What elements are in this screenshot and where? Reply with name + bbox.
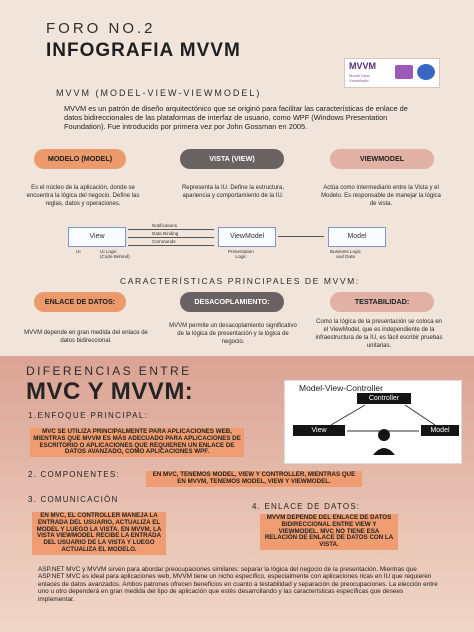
mvc-diagram (284, 380, 462, 464)
label-presentation: Presentation Logic (228, 249, 254, 260)
mvc-view-box: View (293, 425, 345, 436)
mvvm-diagram (68, 223, 404, 261)
callout-comunicacion: EN MVC, EL CONTROLLER MANEJA LA ENTRADA DEL USUARIO, ACTUALIZA EL MODEL Y LUEGO LA VISTA. EN MVVM, LA VISTA VIEWMODEL RECIBE LA ENTRADA DEL USUARIO DE LA VISTA Y LUEGO ACTUALIZA EL MODELO. (32, 512, 166, 555)
features-title: CARACTERÍSTICAS PRINCIPALES DE MVVM: (120, 276, 360, 286)
pill-enlace: ENLACE DE DATOS: (34, 292, 126, 312)
diagram-view: View (68, 227, 126, 247)
mvvm-subtitle: MVVM (MODEL-VIEW-VIEWMODEL) (56, 88, 262, 98)
desc-viewmodel: Actúa como intermediario entre la Vista y el Modelo. Es responsable de manejar la lógica de vista. (321, 185, 441, 207)
desc-desacoplamiento: MVVM permite un desacoplamiento significativo de la lógica de presentación y la lógica de negocio. (169, 323, 297, 345)
pill-model: MODELO (MODEL) (34, 149, 126, 169)
label-notifications: Notifications (152, 223, 178, 228)
arrow-notifications (128, 229, 214, 230)
logo-subtitle: Model View ViewModel (349, 73, 370, 83)
pill-testabilidad: TESTABILIDAD: (330, 292, 434, 312)
heading-enfoque: 1.ENFOQUE PRINCIPAL: (28, 411, 149, 420)
label-databinding: Data Binding (152, 231, 179, 236)
visual-studio-icon (395, 65, 413, 79)
label-ui: UI (76, 249, 81, 254)
desc-view: Representa la IU. Define la estructura, apariencia y comportamiento de la IU. (181, 185, 285, 199)
mvc-mvvm-heading: MVC Y MVVM: (26, 378, 194, 405)
heading-componentes: 2. COMPONENTES: (28, 470, 120, 479)
diagram-model: Model (328, 227, 386, 247)
differences-title: DIFERENCIAS ENTRE (26, 364, 192, 378)
desc-model: Es el núcleo de la aplicación, donde se encuentra la lógica del negocio. Define las reglas, datos y operaciones. (26, 185, 140, 207)
mvc-controller-box: Controller (357, 393, 411, 404)
mvc-arrows-icon (285, 381, 461, 463)
desc-testabilidad: Como la lógica de la presentación se coloca en el ViewModel, que es independiente de la infraestructura de la IU, es fácil escribir pruebas unitarias. (315, 319, 443, 349)
pill-desacoplamiento: DESACOPLAMIENTO: (180, 292, 284, 312)
callout-enlace-datos: MVVM DEPENDE DEL ENLACE DE DATOS BIDIRECCIONAL ENTRE VIEW Y VIEWMODEL. MVC NO TIENE ESA RELACIÓN DE ENLACE DE DATOS CON LA VISTA. (260, 514, 398, 550)
arrow-model-link (278, 236, 324, 237)
heading-comunicacion: 3. COMUNICACIÓN (28, 495, 119, 504)
label-commands: Commands (152, 239, 176, 244)
pill-view: VISTA (VIEW) (180, 149, 284, 169)
heading-enlace-datos: 4. ENLACE DE DATOS: (252, 502, 361, 511)
pill-viewmodel: VIEWMODEL (330, 149, 434, 169)
logo-text: MVVM (349, 61, 376, 71)
mvvm-logo (344, 58, 440, 88)
intro-paragraph: MVVM es un patrón de diseño arquitectónico que se originó para facilitar las características de enlace de datos bidireccionales de las plataformas de interfaz de usuario, como WPF (Windows Presentation Foundation). Fue introducido por primera vez por John Gossman en 2005. (64, 104, 408, 131)
mvc-diagram-title: Model-View-Controller (299, 383, 383, 393)
callout-componentes: EN MVC, TENEMOS MODEL, VIEW Y CONTROLLER, MIENTRAS QUE EN MVVM, TENEMOS MODEL, VIEW Y VIEWMODEL. (146, 471, 362, 487)
label-business: Business Logic and Data (330, 249, 361, 260)
callout-enfoque: MVC SE UTILIZA PRINCIPALMENTE PARA APLICACIONES WEB, MIENTRAS QUE MVVM ES MÁS ADECUADO PARA APLICACIONES DE ESCRITORIO O APLICACIONES QUE REQUIEREN UN ENLACE DE DATOS AVANZADO, COMO APLICACIONES WPF. (30, 428, 244, 457)
diagram-viewmodel: ViewModel (218, 227, 276, 247)
label-uilogic: UI Logic (Code Behind) (100, 249, 130, 260)
page-title: INFOGRAFIA MVVM (46, 40, 241, 61)
footer-paragraph: ASP.NET MVC y MVVM sirven para abordar preocupaciones similares: separar la lógica del negocio de la presentación. Mientras que ASP.NET MVC es ideal para aplicaciones web, MVVM tiene un nicho específico, especialmente con aplicaciones ricas en IU que requieren enlaces de datos avanzados. Ambos patrones ofrecen beneficios en cuanto a testabilidad y separación de preocupaciones. La elección entre uno u otro dependerá en gran medida del tipo de aplicación que estés desarrollando y las características específicas que desees implementar. (38, 566, 438, 603)
mvc-model-box: Model (421, 425, 459, 436)
forum-label: FORO NO.2 (46, 20, 156, 37)
desc-enlace: MVVM depende en gran medida del enlace de datos bidireccional. (24, 330, 148, 344)
arrow-databinding (128, 237, 214, 238)
dotnet-icon (417, 64, 435, 80)
arrow-commands (128, 245, 214, 246)
